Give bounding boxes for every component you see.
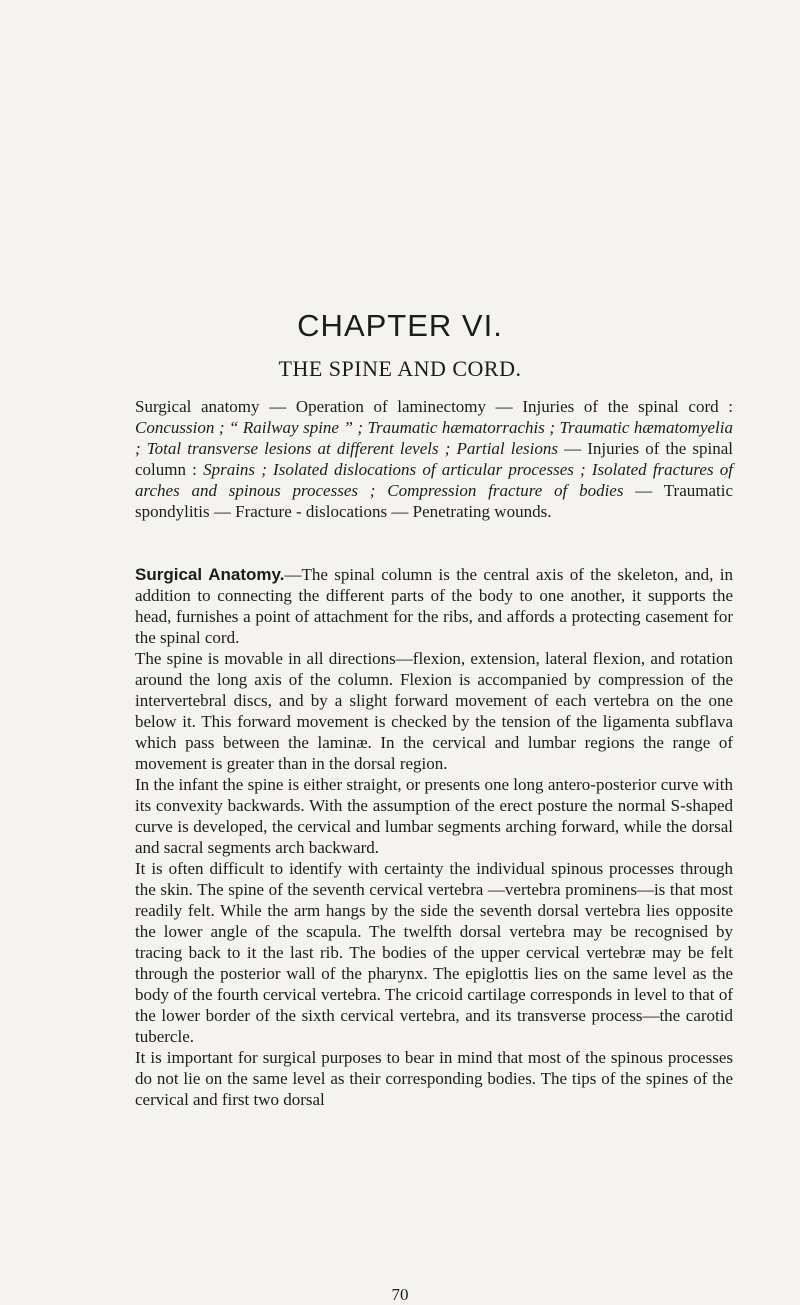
synopsis-part: — Injuries of the spinal column : bbox=[135, 439, 733, 479]
section-lead-heading: Surgical Anatomy. bbox=[135, 565, 285, 584]
synopsis-part: Surgical anatomy — Operation of laminectomy — Injuries of the spinal cord : bbox=[135, 397, 733, 416]
body-paragraph: The spine is movable in all directions—flexion, extension, lateral flexion, and rotation around the long axis of the column. Flexion is accompanied by compression of the intervertebral discs, and by a slight forward movement of each vertebra on the one below it. This forward movement is checked by the tension of the ligamenta subflava which pass between the laminæ. In the cervical and lumbar regions the range of movement is greater than in the dorsal region. bbox=[135, 649, 733, 773]
body-paragraph: It is important for surgical purposes to bear in mind that most of the spinous processes do not lie on the same level as their corresponding bodies. The tips of the spines of the cervical and first two dorsal bbox=[135, 1048, 733, 1109]
page-number: 70 bbox=[391, 1285, 409, 1304]
body-paragraph: It is often difficult to identify with certainty the individual spinous processes through the skin. The spine of the seventh cervical vertebra —vertebra prominens—is that most readily felt. While the arm hangs by the side the seventh dorsal vertebra lies opposite the lower angle of the scapula. The twelfth dorsal vertebra may be recognised by tracing back to it the last rib. The bodies of the upper cervical vertebræ may be felt through the posterior wall of the pharynx. The epiglottis lies on the same level as the body of the fourth cervical vertebra. The cricoid cartilage corresponds in level to that of the lower border of the sixth cervical vertebra, and its transverse process—the carotid tubercle. bbox=[135, 859, 733, 1046]
chapter-synopsis bbox=[135, 396, 733, 522]
chapter-heading: CHAPTER VI. bbox=[297, 308, 503, 343]
paragraph-text: —The spinal column is the central axis of the skeleton, and, in addition to connecting the different parts of the body to one another, it supports the head, furnishes a point of attachment for the ribs, and affords a protecting casement for the spinal cord. bbox=[135, 565, 733, 647]
body-text bbox=[135, 564, 733, 1110]
body-paragraph bbox=[135, 564, 733, 648]
synopsis-part-italic: Sprains ; Isolated dislocations of articular processes ; Isolated fractures of arches and spinous processes ; Compression fracture of bodies bbox=[135, 460, 733, 500]
synopsis-part-italic: Concussion ; “ Railway spine ” ; Traumatic hæmatorrachis ; Traumatic hæmatomyelia ; Total transverse lesions at different levels ; Partial lesions bbox=[135, 418, 733, 458]
chapter-title: THE SPINE AND CORD. bbox=[278, 356, 522, 381]
synopsis-part: — Traumatic spondylitis — Fracture - dislocations — Penetrating wounds. bbox=[135, 481, 733, 521]
body-paragraph: In the infant the spine is either straight, or presents one long antero-posterior curve with its convexity backwards. With the assumption of the erect posture the normal S-shaped curve is developed, the cervical and lumbar segments arching forward, while the dorsal and sacral segments arch backward. bbox=[135, 775, 733, 857]
